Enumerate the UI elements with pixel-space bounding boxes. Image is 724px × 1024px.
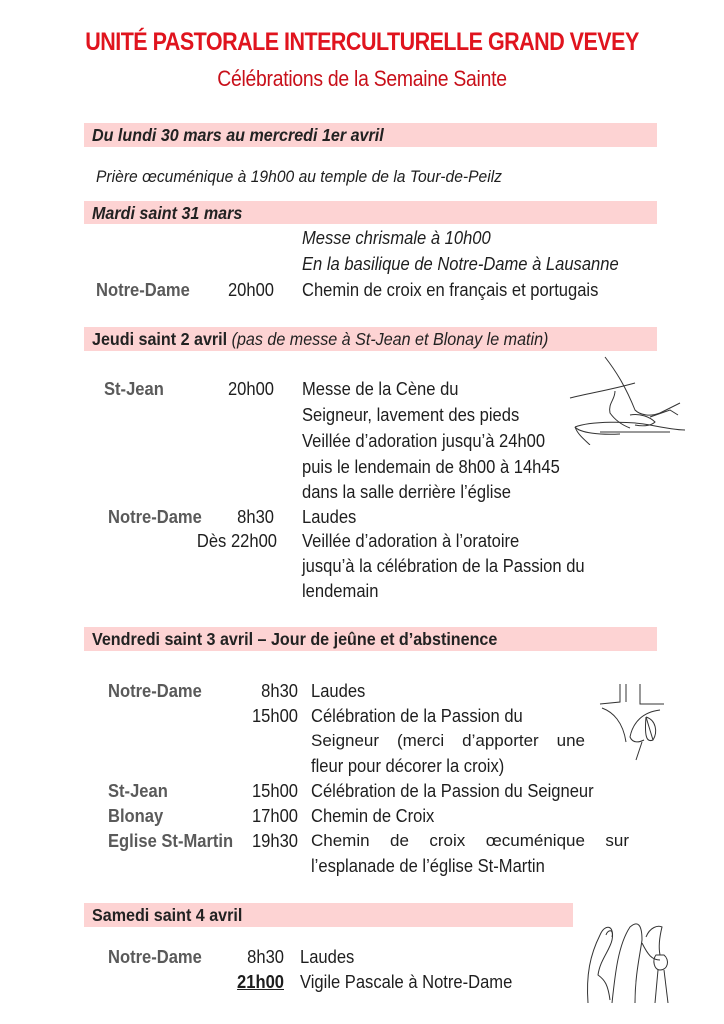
event-text: puis le lendemain de 8h00 à 14h45: [302, 457, 560, 477]
location-label: Notre-Dame: [108, 947, 202, 967]
event-text: Vigile Pascale à Notre-Dame: [300, 972, 513, 992]
time-label: 15h00: [251, 706, 298, 726]
location-label: Blonay: [108, 806, 164, 826]
location-label: Notre-Dame: [108, 681, 202, 701]
time-label: 17h00: [251, 806, 298, 826]
event-text: Seigneur, lavement des pieds: [302, 405, 520, 425]
time-label-highlight: 21h00: [237, 972, 284, 992]
section-heading: [92, 329, 548, 350]
time-label: 8h30: [237, 507, 274, 527]
event-text: Chemin de croix en français et portugais: [302, 280, 599, 300]
event-text: Chemin de Croix: [311, 806, 435, 826]
event-text: Chemin de croix œcuménique sur: [311, 831, 629, 850]
event-text: Veillée d’adoration jusqu’à 24h00: [302, 431, 546, 451]
time-label: 8h30: [261, 681, 298, 701]
event-text: fleur pour décorer la croix): [311, 756, 505, 776]
location-label: St-Jean: [108, 781, 168, 801]
foot-washing-icon: [560, 355, 700, 445]
event-text: Prière œcuménique à 19h00 au temple de la Tour-de-Peilz: [96, 167, 503, 186]
time-label: 20h00: [227, 280, 274, 300]
section-heading: Samedi saint 4 avril: [92, 905, 243, 925]
event-text: lendemain: [302, 581, 379, 601]
section-heading-bar: [84, 903, 573, 927]
event-text: Célébration de la Passion du Seigneur: [311, 781, 594, 801]
section-heading: Du lundi 30 mars au mercredi 1er avril: [92, 125, 384, 145]
page-title: UNITÉ PASTORALE INTERCULTURELLE GRAND VEVEY: [85, 28, 639, 56]
section-heading-bar: [84, 327, 657, 351]
event-text: Laudes: [311, 681, 366, 701]
event-text: Laudes: [302, 507, 357, 527]
time-label: 19h30: [251, 831, 298, 851]
time-label: 15h00: [251, 781, 298, 801]
event-text: Messe chrismale à 10h00: [302, 228, 491, 248]
event-text: En la basilique de Notre-Dame à Lausanne: [302, 254, 619, 274]
event-text: Messe de la Cène du: [302, 379, 459, 399]
section-heading-note: (pas de messe à St-Jean et Blonay le matin): [231, 329, 549, 349]
location-label: St-Jean: [104, 379, 164, 399]
section-heading-main: Jeudi saint 2 avril: [92, 329, 228, 349]
section-heading-bar: [84, 201, 657, 224]
event-text: Laudes: [300, 947, 355, 967]
location-label: Notre-Dame: [96, 280, 190, 300]
event-text: l’esplanade de l’église St-Martin: [311, 856, 545, 876]
section-heading: Vendredi saint 3 avril – Jour de jeûne et d’abstinence: [92, 629, 498, 649]
time-label: 20h00: [227, 379, 274, 399]
event-text: Seigneur (merci d’apporter une: [311, 731, 585, 750]
event-text: dans la salle derrière l’église: [302, 482, 511, 502]
location-label: Notre-Dame: [108, 507, 202, 527]
time-label: Dès 22h00: [196, 531, 277, 551]
section-heading: Mardi saint 31 mars: [92, 203, 243, 223]
holy-women-icon: [580, 915, 680, 1005]
event-text: jusqu’à la célébration de la Passion du: [302, 556, 585, 576]
time-label: 8h30: [247, 947, 284, 967]
event-text: Célébration de la Passion du: [311, 706, 523, 726]
page-subtitle: Célébrations de la Semaine Sainte: [217, 66, 507, 91]
crucifix-icon: [598, 682, 698, 762]
event-text: Veillée d’adoration à l’oratoire: [302, 531, 520, 551]
section-heading-bar: [84, 627, 657, 651]
section-heading-bar: [84, 123, 657, 147]
location-label: Eglise St-Martin: [108, 831, 234, 851]
